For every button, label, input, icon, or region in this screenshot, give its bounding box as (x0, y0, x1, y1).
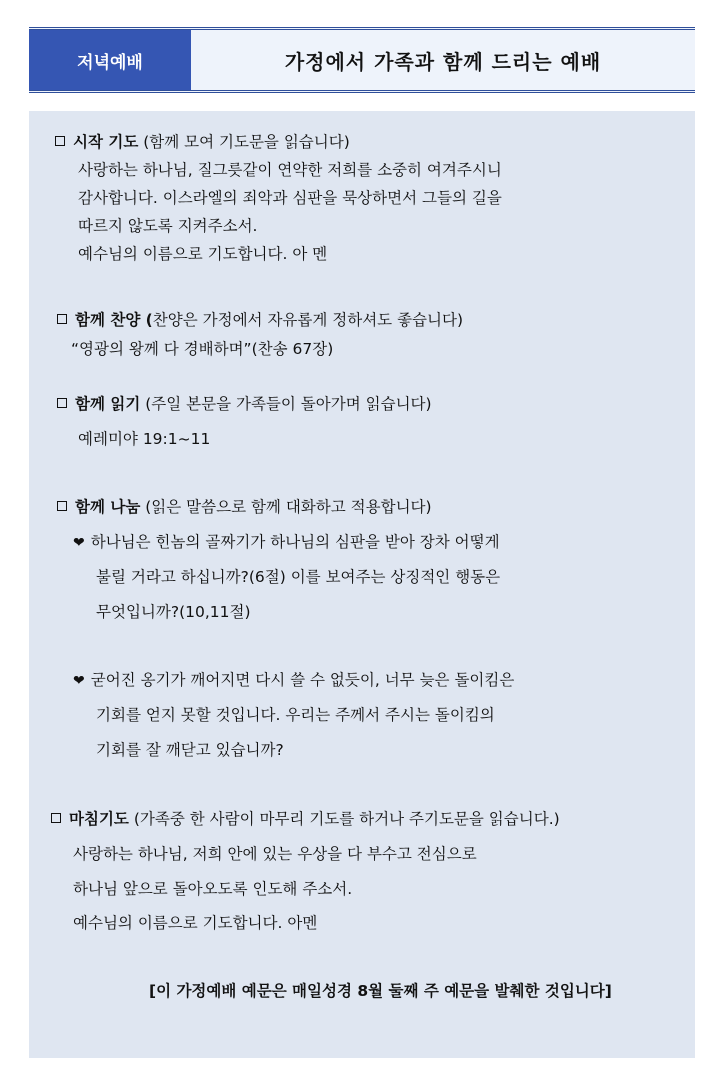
checkbox-icon (55, 136, 65, 146)
praise-note: 찬양은 가정에서 자유롭게 정하셔도 좋습니다) (152, 311, 464, 329)
sharing-note: (읽은 말씀으로 함께 대화하고 적용합니다) (140, 498, 432, 516)
sharing-q2-line-1: 굳어진 옹기가 깨어지면 다시 쓸 수 없듯이, 너무 늦은 돌이킴은 (90, 671, 515, 689)
page-title: 가정에서 가족과 함께 드리는 예배 (284, 49, 602, 74)
sharing-q2-line-3: 기회를 잘 깨닫고 있습니까? (96, 741, 284, 759)
closing-line-1: 사랑하는 하나님, 저희 안에 있는 우상을 다 부수고 전심으로 (73, 845, 477, 863)
opening-line-3: 따르지 않도록 지켜주소서. (78, 217, 258, 235)
heart-bullet-icon: ❤ (73, 535, 85, 551)
sharing-heading: 함께 나눔 (75, 498, 141, 516)
sharing-q1-line-3: 무엇입니까?(10,11절) (96, 603, 251, 621)
opening-line-4: 예수님의 이름으로 기도합니다. 아 멘 (78, 245, 328, 263)
service-tag: 저녁예배 (29, 30, 191, 90)
worship-content-panel (29, 111, 695, 1058)
sharing-q1-line-1: 하나님은 힌놈의 골짜기가 하나님의 심판을 받아 장차 어떻게 (90, 533, 500, 551)
praise-hymn: “영광의 왕께 다 경배하며”(찬송 67장) (71, 340, 334, 358)
reading-note: (주일 본문을 가족들이 돌아가며 읽습니다) (140, 395, 432, 413)
reading-passage: 예레미야 19:1~11 (78, 430, 211, 448)
heart-bullet-icon: ❤ (73, 673, 85, 689)
reading-heading: 함께 읽기 (75, 395, 141, 413)
checkbox-icon (51, 813, 61, 823)
closing-heading-row (51, 809, 560, 829)
opening-heading-row (55, 132, 350, 152)
opening-line-2: 감사합니다. 이스라엘의 죄악과 심판을 묵상하면서 그들의 길을 (78, 189, 502, 207)
source-note: [이 가정예배 예문은 매일성경 8월 둘째 주 예문을 발췌한 것입니다] (149, 982, 612, 1000)
opening-line-1: 사랑하는 하나님, 질그릇같이 연약한 저희를 소중히 여겨주시니 (78, 161, 502, 179)
opening-note: (함께 모여 기도문을 읽습니다) (138, 133, 350, 151)
reading-heading-row (57, 394, 432, 414)
closing-line-2: 하나님 앞으로 돌아오도록 인도해 주소서. (73, 880, 353, 898)
closing-line-3: 예수님의 이름으로 기도합니다. 아멘 (73, 914, 318, 932)
checkbox-icon (57, 501, 67, 511)
closing-note: (가족중 한 사람이 마무리 기도를 하거나 주기도문을 읽습니다.) (128, 810, 560, 828)
closing-heading: 마침기도 (69, 810, 129, 828)
sharing-question-1 (73, 532, 500, 553)
sharing-heading-row (57, 497, 432, 517)
sharing-q1-line-2: 불릴 거라고 하십니까?(6절) 이를 보여주는 상징적인 행동은 (96, 568, 501, 586)
opening-heading: 시작 기도 (73, 133, 139, 151)
sharing-q2-line-2: 기회를 얻지 못할 것입니다. 우리는 주께서 주시는 돌이킴의 (96, 706, 495, 724)
praise-heading-row (57, 310, 463, 330)
checkbox-icon (57, 398, 67, 408)
checkbox-icon (57, 314, 67, 324)
praise-heading: 함께 찬양 ( (75, 311, 153, 329)
sharing-question-2 (73, 670, 514, 691)
page-header (29, 27, 695, 93)
